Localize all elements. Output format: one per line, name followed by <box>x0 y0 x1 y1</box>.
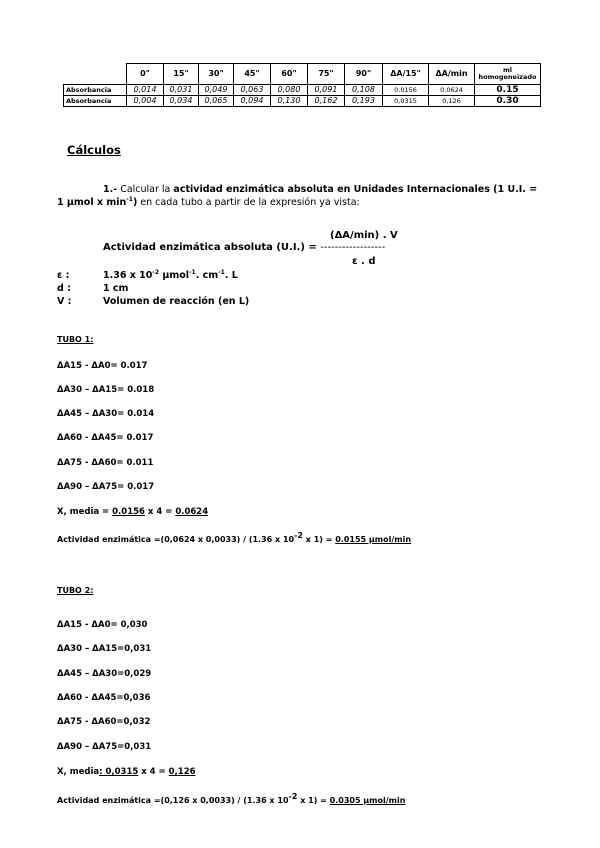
column-header: 0" <box>127 64 164 85</box>
calc-line: ΔA60 - ΔA45= 0.017 <box>57 433 154 443</box>
empty-corner-cell <box>64 64 127 85</box>
var-definition: Volumen de reacción (en L) <box>103 296 250 307</box>
table-cell: 0,004 <box>127 96 164 107</box>
var-sup: -2 <box>152 269 160 276</box>
instruction-bold: ) <box>132 197 138 208</box>
column-header: 30" <box>199 64 234 85</box>
formula-denominator: ε . d <box>352 256 376 267</box>
table-cell: 0,130 <box>271 96 308 107</box>
calc-line: ΔA90 – ΔA75= 0.017 <box>57 482 155 492</box>
activity-op: x 1) = <box>302 535 336 544</box>
media-result: 0.0624 <box>175 507 209 517</box>
activity-result: 0.0155 μmol/min <box>335 535 412 544</box>
var-definition: 1 cm <box>103 283 129 294</box>
table-cell: 0,0315 <box>383 96 429 107</box>
var-sup: -1 <box>189 269 196 276</box>
calc-line: ΔA60 - ΔA45=0,036 <box>57 693 151 703</box>
table-cell: 0.15 <box>475 85 541 96</box>
activity-sup: -2 <box>288 792 298 801</box>
var-definition <box>103 270 238 281</box>
media-value: 0.0156 <box>112 507 145 517</box>
row-label: Absorbancia <box>64 96 127 107</box>
table-cell: 0,162 <box>308 96 345 107</box>
var-text: . cm <box>195 270 219 281</box>
section-title: Cálculos <box>67 143 121 157</box>
table-cell: 0,193 <box>345 96 383 107</box>
formula-numerator: (ΔA/min) . V <box>330 230 398 241</box>
table-cell: 0,080 <box>271 85 308 96</box>
instruction-paragraph <box>57 183 577 209</box>
var-text: 1.36 x 10 <box>103 270 153 281</box>
activity-op: x 1) = <box>297 796 330 805</box>
table-cell: 0,014 <box>127 85 164 96</box>
var-text: . L <box>224 270 238 281</box>
table-cell: 0,065 <box>199 96 234 107</box>
table-cell: 0.30 <box>475 96 541 107</box>
instruction-bold: 1 μmol x min <box>57 197 127 208</box>
absorbance-table <box>63 63 541 107</box>
instruction-sup: -1 <box>126 196 133 203</box>
media-line <box>57 767 196 777</box>
column-header: 15" <box>164 64 199 85</box>
var-sup: -1 <box>218 269 225 276</box>
var-symbol: ε : <box>57 270 70 281</box>
calc-line: ΔA90 – ΔA75=0,031 <box>57 742 152 752</box>
column-header: 60" <box>271 64 308 85</box>
calc-line: ΔA75 - ΔA60= 0.011 <box>57 458 154 468</box>
media-op: x 4 = <box>138 767 169 777</box>
table-row <box>64 96 541 107</box>
column-header: 75" <box>308 64 345 85</box>
formula-lhs <box>103 242 385 253</box>
table-cell: 0,091 <box>308 85 345 96</box>
media-op: x 4 = <box>144 507 176 517</box>
activity-sup: -2 <box>294 531 303 540</box>
instruction-bold: actividad enzimática absoluta en Unidades Internacionales (1 U.I. = <box>173 184 538 195</box>
column-header: 90" <box>345 64 383 85</box>
formula-dashes: ------------------ <box>320 242 386 253</box>
instruction-number: 1.- <box>103 184 118 195</box>
calc-line: ΔA15 - ΔA0= 0,030 <box>57 620 148 630</box>
calc-line: ΔA45 – ΔA30= 0.014 <box>57 409 155 419</box>
activity-expr: Actividad enzimática =(0,0624 x 0,0033) / (1.36 x 10 <box>57 535 295 544</box>
media-line <box>57 507 208 517</box>
instruction-text: en cada tubo a partir de la expresión ya vista: <box>137 197 360 208</box>
calc-line: ΔA45 – ΔA30=0,029 <box>57 669 152 679</box>
table-cell: 0,034 <box>164 96 199 107</box>
tubo-1-title: TUBO 1: <box>57 335 94 344</box>
table-cell: 0,049 <box>199 85 234 96</box>
calc-line: ΔA30 – ΔA15= 0.018 <box>57 385 155 395</box>
activity-expr: Actividad enzimática =(0,126 x 0,0033) / (1.36 x 10 <box>57 796 289 805</box>
row-label: Absorbancia <box>64 85 127 96</box>
var-symbol: d : <box>57 283 71 294</box>
media-result: 0,126 <box>168 767 196 777</box>
table-cell: 0,094 <box>234 96 271 107</box>
activity-line <box>57 792 406 805</box>
calc-line: ΔA15 - ΔA0= 0.017 <box>57 361 148 371</box>
table-cell: 0,108 <box>345 85 383 96</box>
activity-result: 0.0305 μmol/min <box>329 796 406 805</box>
table-cell: 0.0624 <box>429 85 475 96</box>
media-label: X, media <box>57 767 100 777</box>
table-header-row <box>64 64 541 85</box>
formula-lhs-text: Actividad enzimática absoluta (U.I.) = <box>103 242 321 253</box>
var-symbol: V : <box>57 296 72 307</box>
table-row <box>64 85 541 96</box>
column-header: ml homogeneizado <box>475 64 541 85</box>
column-header: ΔA/15" <box>383 64 429 85</box>
activity-line <box>57 531 412 544</box>
table-cell: 0,031 <box>164 85 199 96</box>
table-cell: 0,063 <box>234 85 271 96</box>
table-cell: 0.0156 <box>383 85 429 96</box>
column-header: 45" <box>234 64 271 85</box>
tubo-2-title: TUBO 2: <box>57 586 94 595</box>
table-cell: 0,126 <box>429 96 475 107</box>
var-text: μmol <box>159 270 190 281</box>
media-label: X, media = <box>57 507 113 517</box>
calc-line: ΔA75 - ΔA60=0,032 <box>57 717 151 727</box>
media-value: : 0,0315 <box>99 767 139 777</box>
calc-line: ΔA30 – ΔA15=0,031 <box>57 644 152 654</box>
instruction-text: Calcular la <box>117 184 174 195</box>
column-header: ΔA/min <box>429 64 475 85</box>
